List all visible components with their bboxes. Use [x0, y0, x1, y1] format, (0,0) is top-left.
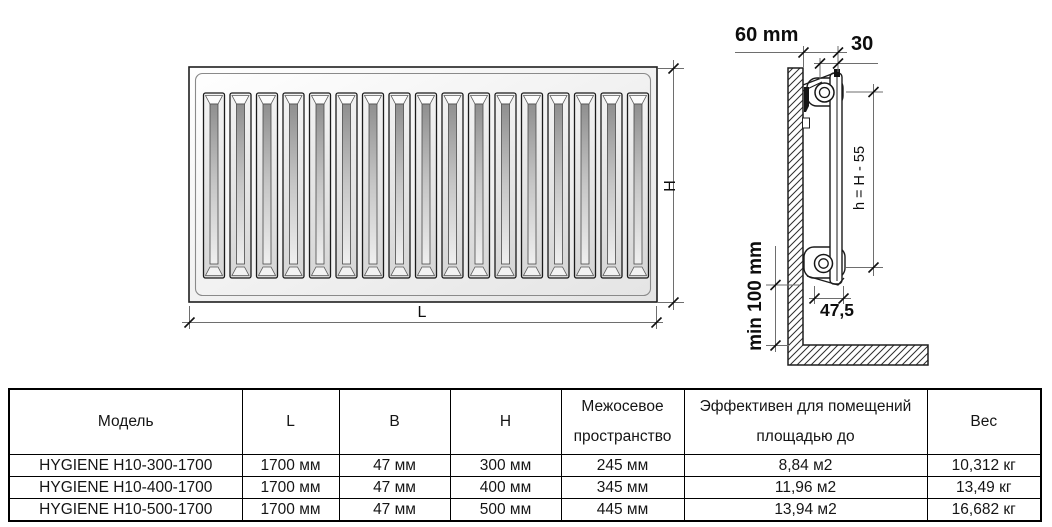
radiator-channel [389, 93, 410, 278]
cell-depth: 47 мм [339, 499, 450, 522]
cell-axis-spacing: 245 мм [561, 455, 684, 477]
radiator-channel [495, 93, 516, 278]
cell-effective-area: 13,94 м2 [684, 499, 927, 522]
front-view [189, 67, 657, 302]
cell-height: 400 мм [450, 477, 561, 499]
dim-label-height-formula: h = H - 55 [852, 145, 868, 211]
cell-weight: 16,682 кг [927, 499, 1041, 522]
radiator-channel [257, 93, 278, 278]
cell-axis-spacing: 445 мм [561, 499, 684, 522]
bracket-pin [834, 69, 840, 77]
radiator-channel [575, 93, 596, 278]
cell-length: 1700 мм [242, 455, 339, 477]
radiator-channel [204, 93, 225, 278]
radiator-channel [522, 93, 543, 278]
radiator-channel [548, 93, 569, 278]
dim-label-floor-clearance: min 100 mm [745, 241, 766, 351]
radiator-channel [469, 93, 490, 278]
dim-label-height: H [662, 180, 679, 192]
cell-model: HYGIENE H10-300-1700 [9, 455, 242, 477]
table-row [9, 477, 1041, 499]
radiator-channel [628, 93, 649, 278]
table-row [9, 499, 1041, 522]
radiator-channel [416, 93, 437, 278]
cell-model: HYGIENE H10-500-1700 [9, 499, 242, 522]
spec-table [8, 388, 1042, 522]
col-header-effective-area: Эффективен для помещений площадью до [684, 389, 927, 455]
dim-label-wall-distance: 60 mm [735, 24, 799, 46]
cell-length: 1700 мм [242, 477, 339, 499]
cell-depth: 47 мм [339, 455, 450, 477]
cell-length: 1700 мм [242, 499, 339, 522]
radiator-channel [442, 93, 463, 278]
cell-effective-area: 11,96 м2 [684, 477, 927, 499]
radiator-channel [601, 93, 622, 278]
header-row [9, 389, 1041, 455]
col-header-depth: B [339, 389, 450, 455]
table-row [9, 455, 1041, 477]
col-header-height: H [450, 389, 561, 455]
cell-height: 500 мм [450, 499, 561, 522]
col-header-model: Модель [9, 389, 242, 455]
cell-height: 300 мм [450, 455, 561, 477]
radiator-channel [230, 93, 251, 278]
dim-label-bottom-depth: 47,5 [819, 300, 855, 320]
radiator-channel [283, 93, 304, 278]
bracket-clip [803, 118, 810, 128]
cell-weight: 10,312 кг [927, 455, 1041, 477]
radiator-channel [336, 93, 357, 278]
dim-label-length: L [417, 304, 427, 321]
col-header-length: L [242, 389, 339, 455]
radiator-channel [363, 93, 384, 278]
cell-weight: 13,49 кг [927, 477, 1041, 499]
cell-effective-area: 8,84 м2 [684, 455, 927, 477]
dim-label-top-offset: 30 [851, 33, 874, 55]
cell-axis-spacing: 345 мм [561, 477, 684, 499]
channel-group [204, 93, 649, 278]
bracket-hook [804, 87, 809, 112]
cell-model: HYGIENE H10-400-1700 [9, 477, 242, 499]
cell-depth: 47 мм [339, 477, 450, 499]
col-header-weight: Вес [927, 389, 1041, 455]
radiator-channel [310, 93, 331, 278]
col-header-axis-spacing: Межосевое пространство [561, 389, 684, 455]
